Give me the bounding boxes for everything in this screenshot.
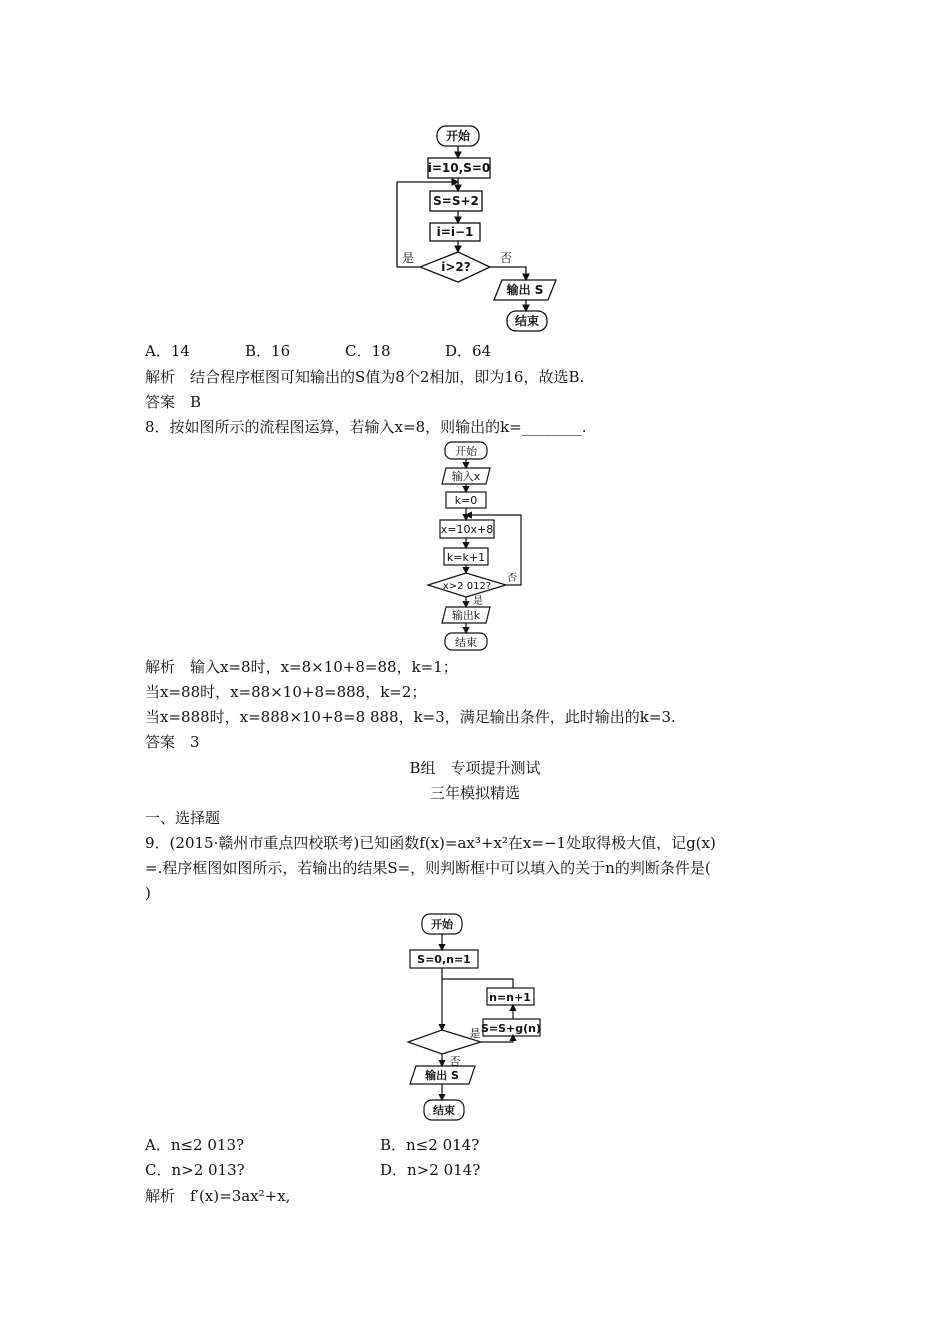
q9-option-d: D．n>2 014? [380, 1161, 481, 1179]
fc2-step2: k=k+1 [446, 551, 486, 564]
q9-options-row-2 [145, 1160, 480, 1180]
fc2-input: 输入x [451, 470, 481, 483]
fc3-end: 结束 [433, 1104, 455, 1117]
fc2-no: 否 [507, 573, 517, 584]
fc1-end: 结束 [514, 314, 540, 328]
section-group-heading: B组 专项提升测试 [409, 759, 541, 777]
q8-analysis-3: 当x=888时，x=888×10+8=8 888，k=3，满足输出条件，此时输出的k=3. [145, 708, 676, 726]
fc3-init: S=0,n=1 [417, 953, 471, 966]
fc2-cond: x>2 012? [442, 581, 492, 592]
fc1-init: i=10,S=0 [427, 161, 491, 175]
fc2-step1: x=10x+8 [440, 523, 494, 536]
section-type: 一、选择题 [145, 809, 221, 827]
fc1-step1: S=S+2 [433, 194, 479, 208]
fc3-yes: 是 [469, 1027, 481, 1040]
q9-options-row-1 [145, 1135, 479, 1155]
q8-answer: 答案 3 [145, 733, 200, 751]
fc2-init: k=0 [454, 494, 478, 507]
q7-option-b: B．16 [245, 342, 291, 360]
fc3-no: 否 [449, 1055, 461, 1068]
q9-option-a: A．n≤2 013? [145, 1136, 245, 1154]
fc3-step1: n=n+1 [489, 991, 531, 1004]
fc3-output: 输出 S [425, 1069, 459, 1082]
flowchart-2 [420, 438, 540, 653]
fc1-yes: 是 [401, 251, 415, 265]
q7-option-a: A．14 [145, 342, 190, 360]
fc2-start: 开始 [455, 445, 477, 458]
fc1-cond: i>2? [441, 260, 471, 274]
fc2-end: 结束 [455, 636, 477, 649]
q7-analysis: 解析 结合程序框图可知输出的S值为8个2相加，即为16，故选B. [145, 368, 585, 386]
q9-analysis: 解析 f′(x)=3ax²+x, [145, 1187, 291, 1205]
fc2-output: 输出k [451, 609, 481, 622]
fc3-start: 开始 [431, 918, 453, 931]
flowchart-1 [380, 120, 580, 335]
fc1-step2: i=i−1 [436, 225, 474, 239]
q7-options [145, 341, 491, 361]
flowchart-3 [405, 908, 555, 1130]
q8-question: 8．按如图所示的流程图运算，若输入x=8，则输出的k=________. [145, 418, 587, 436]
q7-answer: 答案 B [145, 393, 202, 411]
q9-line-2: =.程序框图如图所示，若输出的结果S=，则判断框中可以填入的关于n的判断条件是( [145, 859, 711, 877]
fc1-no: 否 [499, 251, 513, 265]
q8-analysis-1: 解析 输入x=8时，x=8×10+8=88，k=1； [145, 658, 458, 676]
q9-option-b: B．n≤2 014? [380, 1136, 480, 1154]
section-subheading: 三年模拟精选 [429, 784, 520, 802]
fc3-step2: S=S+g(n) [480, 1022, 542, 1035]
fc1-output: 输出 S [506, 283, 544, 297]
fc2-yes: 是 [473, 596, 483, 607]
q7-option-c: C．18 [345, 342, 391, 360]
q9-line-3: ) [145, 884, 151, 902]
q9-option-c: C．n>2 013? [145, 1161, 245, 1179]
q8-analysis-2: 当x=88时，x=88×10+8=888，k=2； [145, 683, 427, 701]
q9-line-1: 9．(2015·赣州市重点四校联考)已知函数f(x)=ax³+x²在x=−1处取得极大值，记g(x) [145, 834, 716, 852]
q7-option-d: D．64 [445, 342, 492, 360]
fc1-start: 开始 [445, 129, 471, 143]
